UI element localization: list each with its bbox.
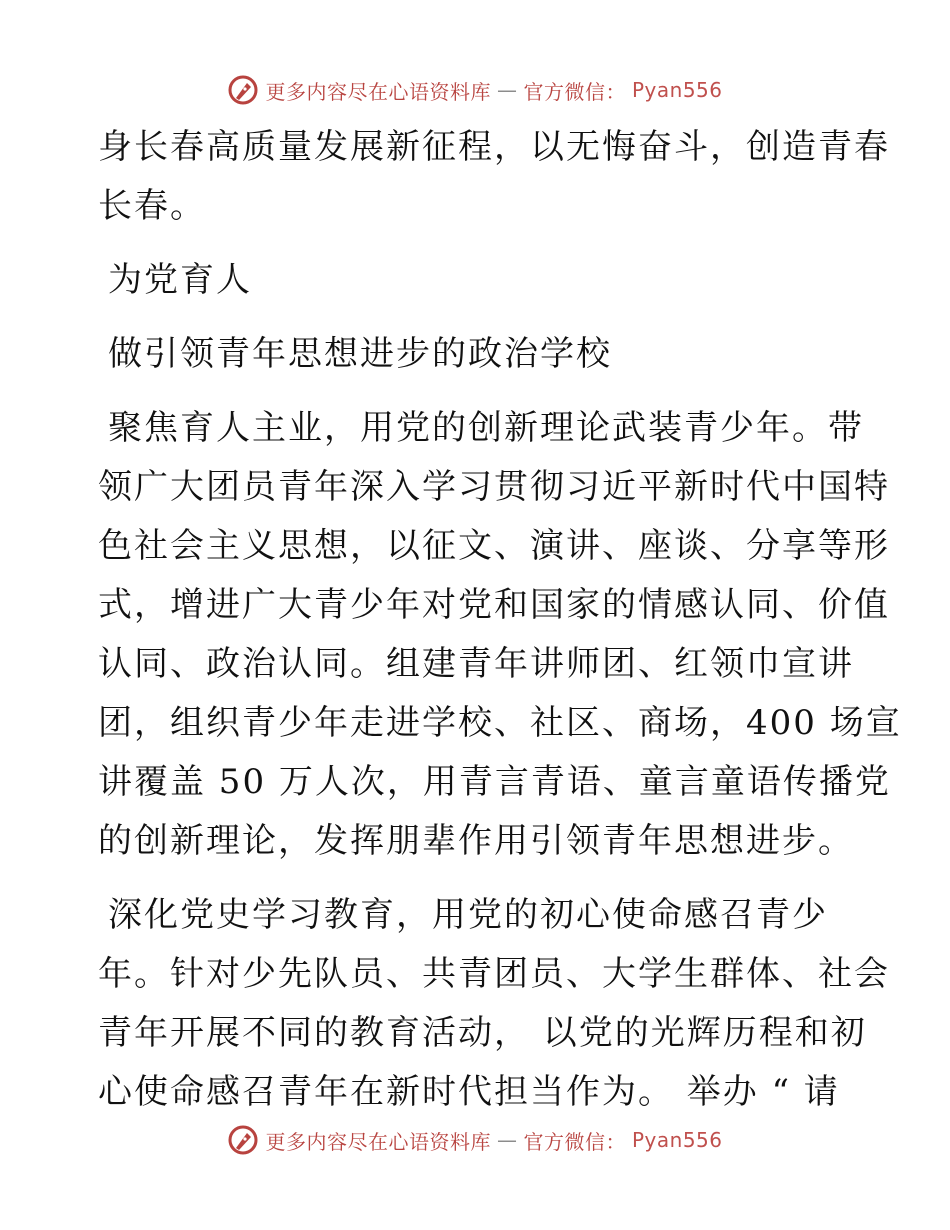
watermark-dash: — (496, 78, 518, 102)
section-heading: 为党育人 (108, 260, 252, 300)
watermark-account: Pyan556 (631, 1128, 723, 1152)
paragraph-2-line: 色社会主义思想，以征文、演讲、座谈、分享等形 (98, 526, 890, 566)
paragraph-3-line: 心使命感召青年在新时代担当作为。 举办 “ 请 (98, 1072, 840, 1112)
watermark-dash: — (496, 1128, 518, 1152)
paragraph-2-line: 领广大团员青年深入学习贯彻习近平新时代中国特 (98, 467, 890, 507)
document-body (98, 118, 902, 1122)
paragraph-1-line: 长春。 (98, 186, 206, 226)
paragraph-3-line: 深化党史学习教育，用党的初心使命感召青少 (108, 895, 828, 935)
watermark-text: 更多内容尽在心语资料库 (265, 1129, 491, 1154)
paragraph-2-line: 讲覆盖 50 万人次，用青言青语、童言童语传播党 (98, 762, 891, 802)
watermark-official-label: 官方微信： (523, 1129, 626, 1154)
paragraph-2-line: 的创新理论，发挥朋辈作用引领青年思想进步。 (98, 821, 854, 861)
watermark-official-label: 官方微信： (523, 79, 626, 104)
paragraph-2-line: 认同、政治认同。组建青年讲师团、红领巾宣讲 (98, 644, 854, 684)
paragraph-2-line: 团，组织青少年走进学校、社区、商场，400 场宣 (98, 703, 902, 743)
pen-nib-logo-icon (227, 1124, 259, 1156)
paragraph-2-line: 式，增进广大青少年对党和国家的情感认同、价值 (98, 585, 890, 625)
watermark-account: Pyan556 (631, 78, 723, 102)
section-subheading: 做引领青年思想进步的政治学校 (108, 334, 612, 374)
pen-nib-logo-icon (227, 74, 259, 106)
footer-watermark (0, 1120, 950, 1160)
watermark-text: 更多内容尽在心语资料库 (265, 79, 491, 104)
paragraph-1-line: 身长春高质量发展新征程，以无悔奋斗，创造青春 (98, 127, 890, 167)
paragraph-2-line: 聚焦育人主业，用党的创新理论武装青少年。带 (108, 408, 864, 448)
paragraph-3-line: 年。针对少先队员、共青团员、大学生群体、社会 (98, 954, 890, 994)
header-watermark (0, 70, 950, 110)
paragraph-3-line: 青年开展不同的教育活动， 以党的光辉历程和初 (98, 1013, 867, 1053)
